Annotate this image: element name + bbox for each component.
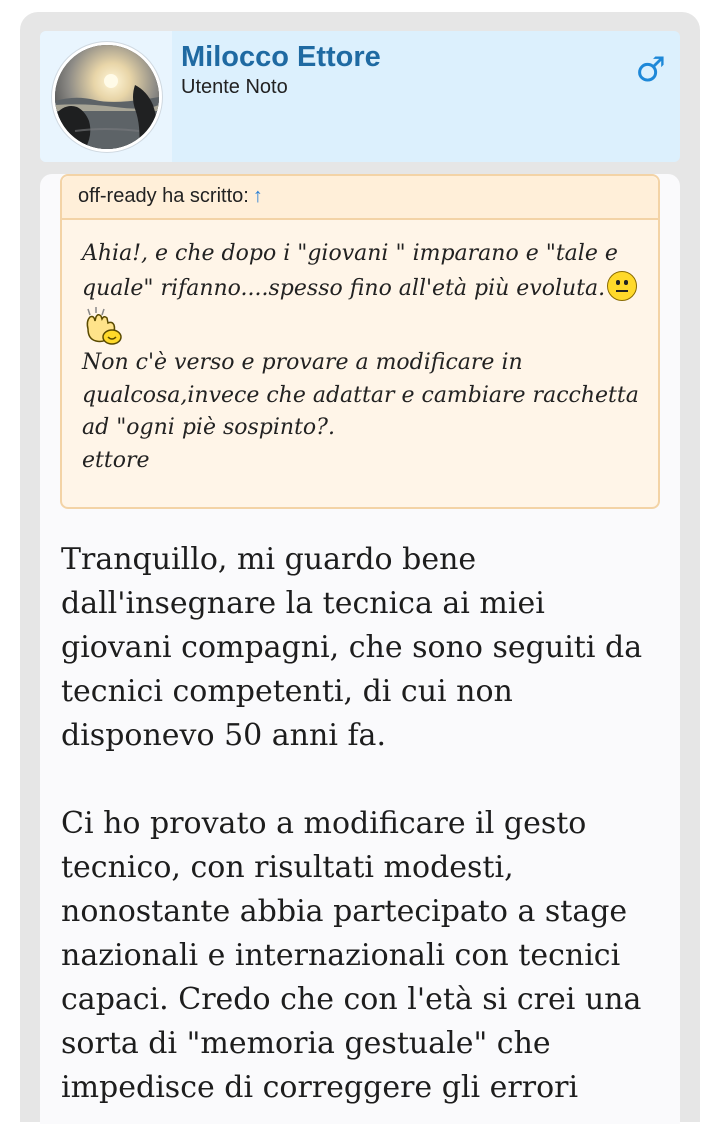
quote-author-label: off-ready ha scritto:: [78, 185, 249, 207]
quote-jump-link[interactable]: ↑: [252, 185, 263, 207]
post-line: Tranquillo, mi guardo bene: [61, 542, 477, 577]
post-message: [61, 538, 661, 1110]
waving-hand-icon: [82, 307, 126, 347]
post-line: tecnico, con risultati modesti,: [61, 850, 514, 885]
sunset-landscape-avatar: [55, 45, 159, 149]
post-line: disponevo 50 anni fa.: [61, 718, 386, 753]
quote-line: Ahia!, e che dopo i "giovani " imparano e "tale e: [82, 241, 618, 266]
quote-signature: ettore: [82, 447, 150, 473]
username-link[interactable]: Milocco Ettore: [181, 41, 381, 73]
post-line: tecnici competenti, di cui non: [61, 674, 513, 709]
male-gender-icon: ♂: [635, 50, 666, 90]
quote-block: [60, 174, 660, 509]
post-body: [40, 174, 680, 1124]
quote-author: [78, 185, 263, 208]
post-author-header: [40, 31, 680, 162]
post-line: giovani compagni, che sono seguiti da: [61, 630, 643, 665]
quote-line-with-emoji: [82, 271, 642, 306]
post-line: nazionali e internazionali con tecnici: [61, 938, 621, 973]
quote-line: qualcosa,invece che adattar e cambiare racchetta: [82, 382, 639, 408]
post-line: capaci. Credo che con l'età si crei una: [61, 982, 642, 1017]
quote-line: Non c'è verso e provare a modificare in: [82, 350, 523, 375]
user-rank: Utente Noto: [181, 76, 288, 98]
quote-header: [62, 176, 658, 220]
neutral-face-icon: [607, 271, 637, 301]
quote-text: [82, 238, 642, 477]
paragraph-gap: [61, 758, 661, 802]
post-line: nonostante abbia partecipato a stage: [61, 894, 628, 929]
post-line: impedisce di correggere gli errori: [61, 1070, 579, 1105]
quote-line: ad "ogni piè sospinto?.: [82, 415, 335, 440]
post-line: dall'insegnare la tecnica ai miei: [61, 586, 545, 621]
post-line: Ci ho provato a modificare il gesto: [61, 806, 587, 841]
quote-line: quale" rifanno....spesso fino all'età più evoluta.: [82, 275, 606, 301]
post-line: sorta di "memoria gestuale" che: [61, 1026, 551, 1061]
avatar[interactable]: [52, 42, 162, 152]
avatar-column: [40, 31, 172, 162]
